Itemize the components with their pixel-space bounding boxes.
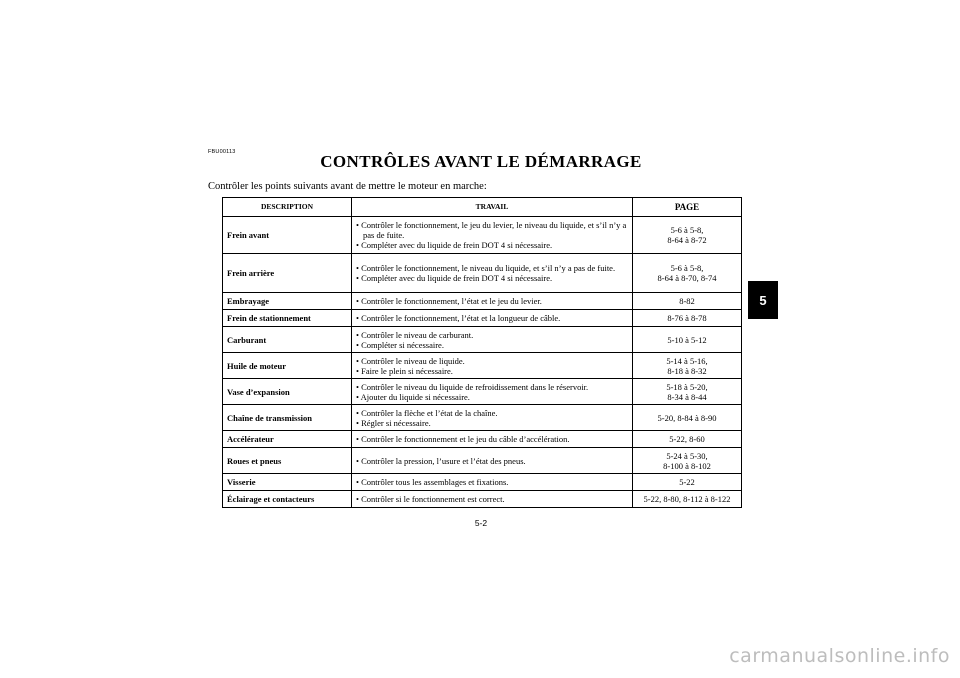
- pre-start-checks-table: [222, 197, 742, 508]
- table-row: [223, 217, 742, 254]
- row-description: Accélérateur: [223, 431, 352, 448]
- row-description: Embrayage: [223, 293, 352, 310]
- row-description: Frein avant: [223, 217, 352, 254]
- page-reference: 8-64 à 8-70, 8-74: [657, 273, 717, 283]
- work-item: • Contrôler le fonctionnement, le niveau du liquide, et s’il n’y a pas de fuite.: [356, 263, 616, 273]
- table-row: [223, 293, 742, 310]
- row-work: [352, 379, 633, 405]
- page-reference: 8-100 à 8-102: [663, 460, 711, 471]
- page-reference: 5-22, 8-60: [669, 434, 705, 444]
- header-page: PAGE: [633, 198, 742, 217]
- table-row: [223, 405, 742, 431]
- row-work: [352, 327, 633, 353]
- reference-code: FBU00113: [208, 149, 236, 155]
- chapter-tab: 5: [748, 281, 778, 319]
- work-item: • Régler si nécessaire.: [356, 417, 431, 428]
- row-work: [352, 254, 633, 293]
- row-page: [633, 491, 742, 508]
- header-description: DESCRIPTION: [223, 198, 352, 217]
- row-description: Carburant: [223, 327, 352, 353]
- work-item: • Contrôler la pression, l’usure et l’état des pneus.: [356, 455, 526, 466]
- row-page: [633, 353, 742, 379]
- work-item: • Compléter avec du liquide de frein DOT 4 si nécessaire.: [356, 273, 553, 283]
- table-row: [223, 310, 742, 327]
- row-page: [633, 431, 742, 448]
- table-header-row: [223, 198, 742, 217]
- table-row: [223, 448, 742, 474]
- row-description: Vase d’expansion: [223, 379, 352, 405]
- header-work: TRAVAIL: [352, 198, 633, 217]
- work-item: • Faire le plein si nécessaire.: [356, 365, 453, 376]
- table-row: [223, 431, 742, 448]
- row-work: [352, 293, 633, 310]
- row-page: [633, 448, 742, 474]
- row-page: [633, 217, 742, 254]
- page-reference: 5-10 à 5-12: [667, 334, 707, 345]
- page-title: CONTRÔLES AVANT LE DÉMARRAGE: [320, 152, 642, 171]
- row-description: Roues et pneus: [223, 448, 352, 474]
- row-page: [633, 254, 742, 293]
- row-page: [633, 379, 742, 405]
- work-item: • Contrôler le niveau du liquide de refroidissement dans le réservoir.: [356, 381, 589, 392]
- row-description: Frein de stationnement: [223, 310, 352, 327]
- table-row: [223, 491, 742, 508]
- work-item: • Contrôler tous les assemblages et fixations.: [356, 477, 509, 487]
- page-reference: 5-6 à 5-8,: [670, 263, 704, 273]
- work-item: • Contrôler le niveau de carburant.: [356, 329, 474, 340]
- work-item: • Contrôler si le fonctionnement est correct.: [356, 494, 505, 504]
- page-reference: 5-24 à 5-30,: [666, 450, 708, 461]
- row-description: Huile de moteur: [223, 353, 352, 379]
- page-reference: 5-22, 8-80, 8-112 à 8-122: [643, 494, 731, 504]
- page-reference: 5-20, 8-84 à 8-90: [657, 412, 717, 423]
- table-row: [223, 254, 742, 293]
- page-reference: 8-76 à 8-78: [667, 313, 707, 323]
- work-item: • Contrôler le fonctionnement, l’état et la longueur de câble.: [356, 313, 561, 323]
- watermark: carmanualsonline.info: [729, 645, 950, 667]
- page-reference: 5-6 à 5-8,: [670, 225, 704, 235]
- row-work: [352, 431, 633, 448]
- row-page: [633, 405, 742, 431]
- page-reference: 8-64 à 8-72: [667, 235, 707, 245]
- work-item: • Compléter si nécessaire.: [356, 339, 444, 350]
- work-item: • Ajouter du liquide si nécessaire.: [356, 391, 470, 402]
- page-reference: 8-34 à 8-44: [667, 391, 707, 402]
- page-reference: 8-18 à 8-32: [667, 365, 707, 376]
- row-page: [633, 293, 742, 310]
- intro-text: Contrôler les points suivants avant de mettre le moteur en marche:: [208, 181, 487, 192]
- page-reference: 5-14 à 5-16,: [666, 355, 708, 366]
- work-item: • Contrôler le fonctionnement, l’état et le jeu du levier.: [356, 296, 542, 306]
- work-item: • Compléter avec du liquide de frein DOT 4 si nécessaire.: [356, 240, 553, 250]
- row-work: [352, 353, 633, 379]
- work-item: • Contrôler la flèche et l’état de la chaîne.: [356, 407, 498, 418]
- row-page: [633, 310, 742, 327]
- row-description: Éclairage et contacteurs: [223, 491, 352, 508]
- row-page: [633, 327, 742, 353]
- page-reference: 5-18 à 5-20,: [666, 381, 708, 392]
- row-work: [352, 448, 633, 474]
- row-description: Visserie: [223, 474, 352, 491]
- page-reference: 5-22: [679, 477, 695, 487]
- work-item: • Contrôler le niveau de liquide.: [356, 355, 465, 366]
- row-description: Frein arrière: [223, 254, 352, 293]
- page-reference: 8-82: [679, 296, 695, 306]
- row-description: Chaîne de transmission: [223, 405, 352, 431]
- row-work: [352, 217, 633, 254]
- work-item: • Contrôler le fonctionnement, le jeu du levier, le niveau du liquide, et s’il n’y a pas de fuite.: [356, 220, 627, 240]
- work-item: • Contrôler le fonctionnement et le jeu du câble d’accélération.: [356, 434, 570, 444]
- table-row: [223, 379, 742, 405]
- row-work: [352, 405, 633, 431]
- table-row: [223, 353, 742, 379]
- page-number: 5-2: [474, 518, 488, 528]
- row-work: [352, 491, 633, 508]
- row-work: [352, 474, 633, 491]
- table-row: [223, 327, 742, 353]
- row-work: [352, 310, 633, 327]
- table-row: [223, 474, 742, 491]
- row-page: [633, 474, 742, 491]
